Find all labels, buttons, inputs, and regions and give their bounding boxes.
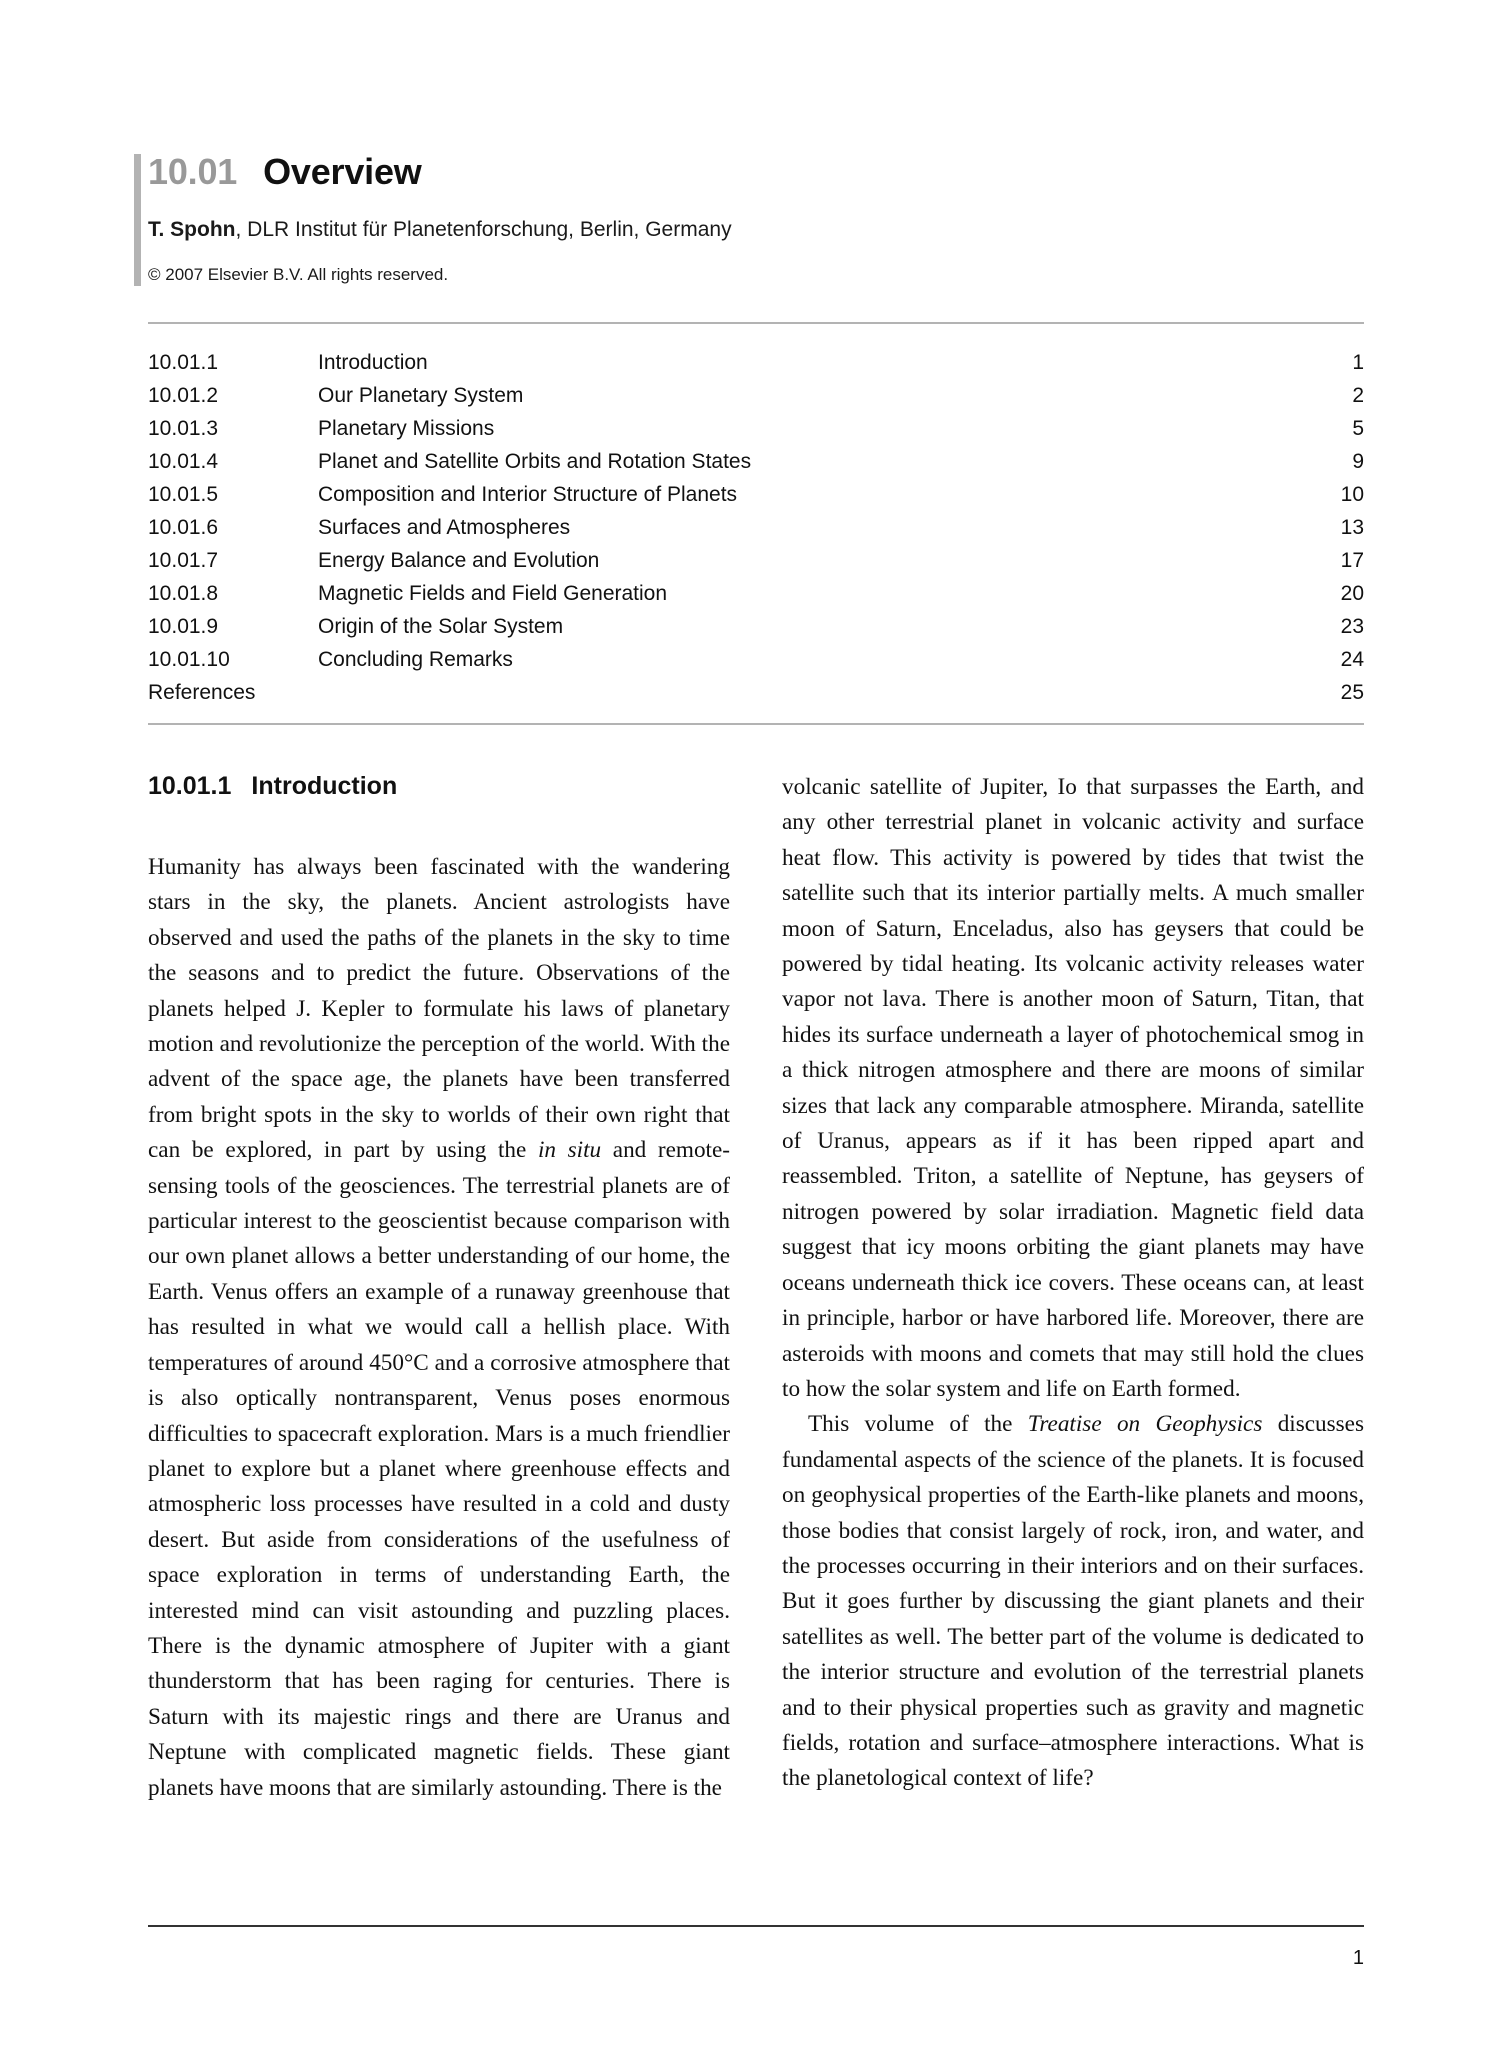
toc-page-number: 1 [1352,351,1364,374]
toc-row[interactable] [148,511,1364,544]
paragraph-right-2 [782,1407,1364,1796]
page-title [148,150,1364,194]
article-body [148,770,1364,1806]
section-title: Introduction [251,772,398,800]
toc-title: Energy Balance and Evolution [318,549,600,572]
toc-page-number: 13 [1340,516,1364,539]
toc-title: Our Planetary System [318,384,524,407]
section-number: 10.01.1 [148,772,232,800]
toc-page-number: 25 [1340,681,1364,704]
chapter-title: Overview [263,151,422,192]
toc-number: 10.01.5 [148,483,219,506]
toc-number: 10.01.1 [148,351,219,374]
toc-top-divider [148,322,1364,324]
toc-number: 10.01.4 [148,450,219,473]
toc-row[interactable] [148,577,1364,610]
toc-row[interactable] [148,445,1364,478]
toc-page-number: 24 [1340,648,1364,671]
toc-page-number: 20 [1340,582,1364,605]
author-name: T. Spohn [148,218,236,241]
page-footer [148,1925,1364,1971]
toc-page-number: 17 [1340,549,1364,572]
toc-row[interactable] [148,610,1364,643]
toc-title: Introduction [318,351,428,374]
toc-title: Magnetic Fields and Field Generation [318,582,668,605]
toc-title: Origin of the Solar System [318,615,564,638]
toc-number: 10.01.7 [148,549,219,572]
toc-row[interactable] [148,379,1364,412]
toc-number: 10.01.10 [148,648,230,671]
toc-page-number: 23 [1340,615,1364,638]
chapter-header [148,150,1364,286]
body-columns [148,770,1364,1806]
toc-bottom-divider [148,723,1364,725]
toc-number: 10.01.9 [148,615,219,638]
toc-page-number: 9 [1352,450,1364,473]
toc-number: 10.01.8 [148,582,219,605]
body-column-left [148,770,730,1806]
paragraph-text: discusses fundamental aspects of the science of the planets. It is focused on geophysical properties of the Earth-like planets and moons, those bodies that consist largely of rock, iron, and water, and the processes occurring in their interiors and on their surfaces. But it goes further by discussing the giant planets and their satellites as well. The better part of the volume is dedicated to the interior structure and evolution of the terrestrial planets and to their physical properties such as gravity and magnetic fields, rotation and surface–atmosphere interactions. What is the planetological context of life? [782,1411,1364,1792]
toc-title: Planetary Missions [318,417,495,440]
toc-number: References [148,681,256,704]
toc-row[interactable] [148,643,1364,676]
paragraph-text: and remote-sensing tools of the geosciences. The terrestrial planets are of particular interest to the geoscientist because comparison with our own planet allows a better understanding of our home, the Earth. Venus offers an example of a runaway greenhouse that has resulted in what we would call a hellish place. With temperatures of around 450°C and a corrosive atmosphere that is also optically nontransparent, Venus poses enormous difficulties to spacecraft exploration. Mars is a much friendlier planet to explore but a planet where greenhouse effects and atmospheric loss processes have resulted in a cold and dusty desert. But aside from considerations of the usefulness of space exploration in terms of understanding Earth, the interested mind can visit astounding and puzzling places. There is the dynamic atmosphere of Jupiter with a giant thunderstorm that has been raging for centuries. There is Saturn with its majestic rings and there are Uranus and Neptune with complicated magnetic fields. These giant planets have moons that are similarly astounding. There is the [148,1137,730,1801]
toc-page-number: 5 [1352,417,1364,440]
paragraph-right-1: volcanic satellite of Jupiter, Io that surpasses the Earth, and any other terrestrial planet in volcanic activity and surface heat flow. This activity is powered by tides that twist the satellite such that its interior partially melts. A much smaller moon of Saturn, Enceladus, also has geysers that could be powered by tidal heating. Its volcanic activity releases water vapor not lava. There is another moon of Saturn, Titan, that hides its surface underneath a layer of photochemical smog in a thick nitrogen atmosphere and there are moons of similar sizes that lack any comparable atmosphere. Miranda, satellite of Uranus, appears as if it has been ripped apart and reassembled. Triton, a satellite of Neptune, has geysers of nitrogen powered by solar irradiation. Magnetic field data suggest that icy moons orbiting the giant planets may have oceans underneath thick ice covers. These oceans can, at least in principle, harbor or have harbored life. Moreover, there are asteroids with moons and comets that may still hold the clues to how the solar system and life on Earth formed. [782,774,1364,1402]
italic-phrase-in-situ: in situ [537,1137,602,1164]
chapter-number: 10.01 [148,151,238,192]
toc-page-number: 10 [1340,483,1364,506]
toc-row[interactable] [148,412,1364,445]
toc-title: Surfaces and Atmospheres [318,516,571,539]
toc-title: Planet and Satellite Orbits and Rotation States [318,450,752,473]
paragraph-text: This volume of the [808,1411,1028,1438]
toc-number: 10.01.6 [148,516,219,539]
toc-row[interactable] [148,346,1364,379]
toc-number: 10.01.3 [148,417,219,440]
header-accent-bar [134,154,141,286]
heading-spacer [148,802,730,850]
paragraph-left-1 [148,850,730,1806]
toc-row[interactable] [148,544,1364,577]
footer-page-number: 1 [1352,1947,1364,1969]
author-line [148,216,1364,244]
toc-row-references[interactable] [148,676,1364,709]
toc-page-number: 2 [1352,384,1364,407]
table-of-contents [148,322,1364,725]
italic-title-treatise-on-geophysics: Treatise on Geophysics [1027,1411,1263,1438]
body-column-right [782,770,1364,1797]
toc-number: 10.01.2 [148,384,219,407]
copyright-notice: © 2007 Elsevier B.V. All rights reserved. [148,265,449,284]
paragraph-text: Humanity has always been fascinated with the wandering stars in the sky, the planets. Ancient astrologists have observed and used the paths of the planets in the sky to time the seasons and to predict the future. Observations of the planets helped J. Kepler to formulate his laws of planetary motion and revolutionize the perception of the world. With the advent of the space age, the planets have been transferred from bright spots in the sky to worlds of their own right that can be explored, in part by using the [148,854,730,1164]
toc-title: Composition and Interior Structure of Planets [318,483,738,506]
author-affiliation: , DLR Institut für Planetenforschung, Berlin, Germany [235,218,732,241]
footer-divider [148,1925,1364,1927]
section-heading [148,770,730,802]
toc-title: Concluding Remarks [318,648,513,671]
toc-row[interactable] [148,478,1364,511]
